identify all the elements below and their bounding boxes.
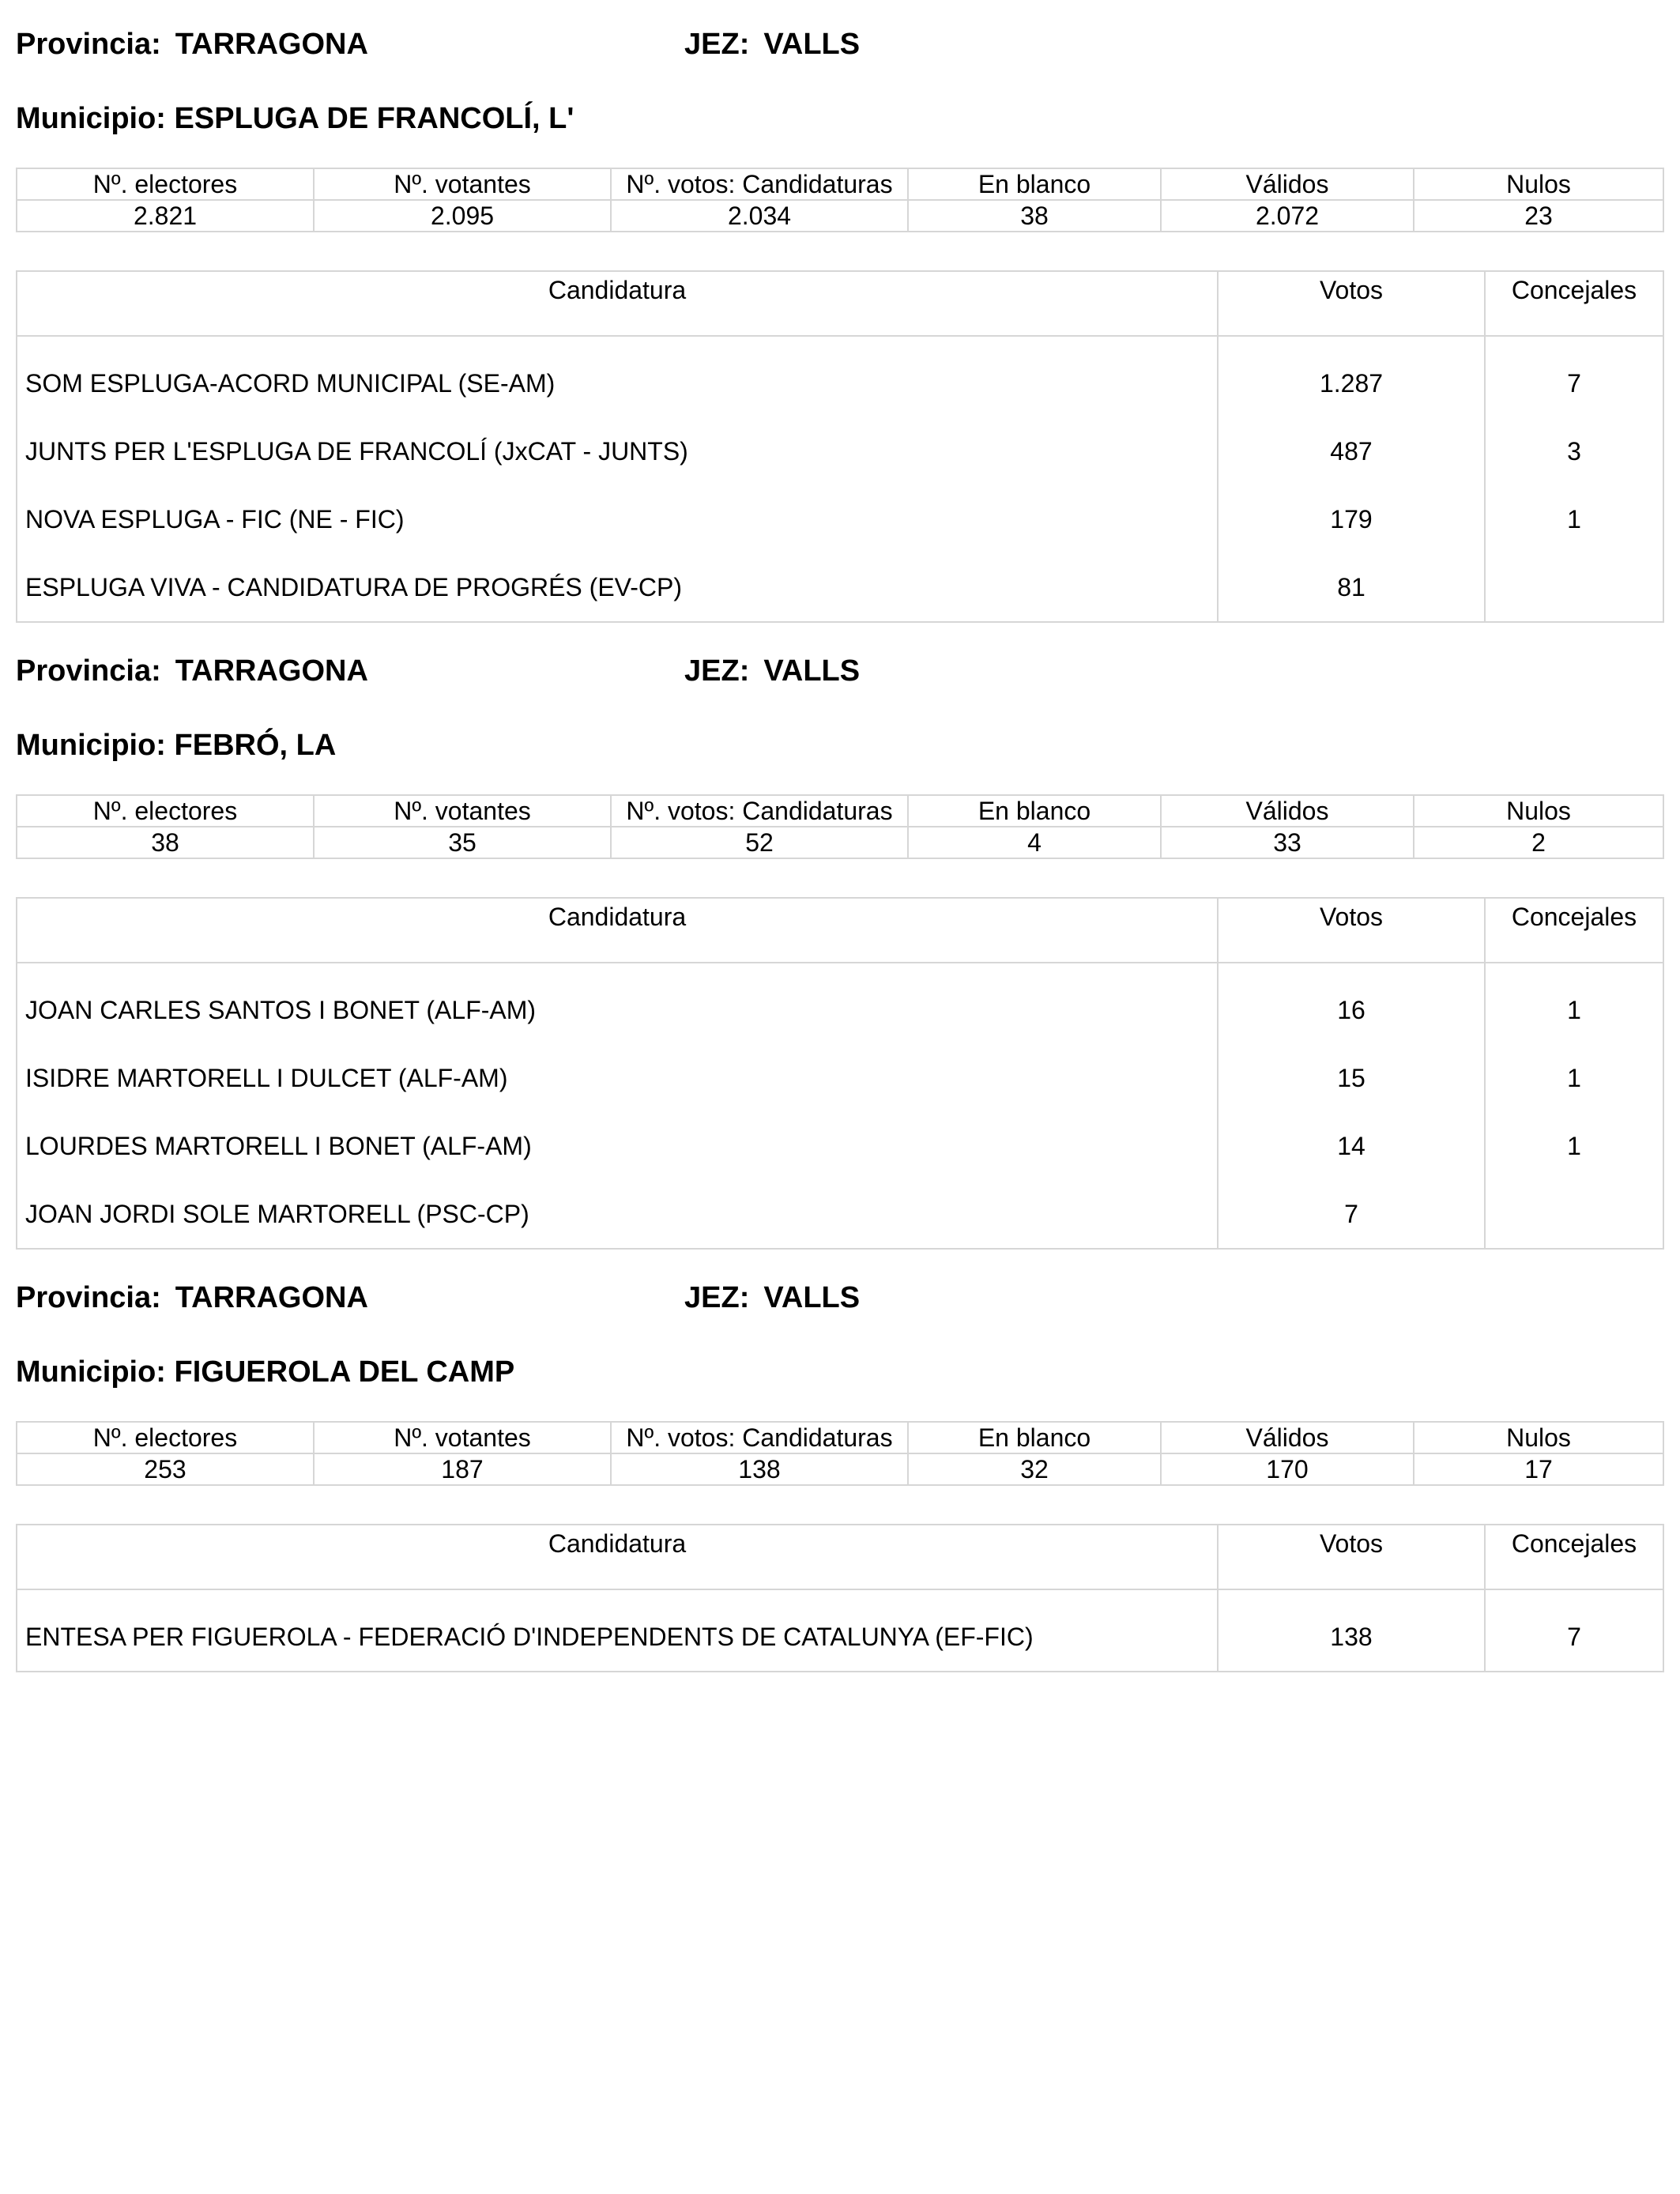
- summary-header-cell: Nº. votantes: [314, 168, 611, 200]
- candidate-votos: 179: [1218, 485, 1485, 553]
- summary-header-row: [17, 1422, 1663, 1453]
- summary-value-cell: 35: [314, 827, 611, 858]
- municipality-section: [0, 627, 1680, 1227]
- summary-header-cell: Nº. votantes: [314, 1422, 611, 1453]
- jez-header: [684, 654, 860, 688]
- jez-label: JEZ:: [684, 654, 750, 688]
- concejales-header: Concejales: [1485, 271, 1663, 336]
- candidate-row: [17, 417, 1663, 485]
- concejales-header: Concejales: [1485, 1525, 1663, 1589]
- provincia-header: [16, 27, 368, 62]
- summary-value-cell: 170: [1161, 1453, 1414, 1485]
- candidates-table: [16, 897, 1664, 1250]
- municipio-header: [16, 101, 574, 136]
- summary-header-cell: Nº. votos: Candidaturas: [611, 168, 908, 200]
- candidate-votos: 14: [1218, 1112, 1485, 1180]
- candidate-concejales: [1485, 553, 1663, 622]
- provincia-header: [16, 654, 368, 688]
- summary-table: [16, 168, 1664, 232]
- summary-header-cell: Nulos: [1414, 795, 1663, 827]
- summary-value-cell: 2.095: [314, 200, 611, 232]
- summary-header-cell: Nº. votos: Candidaturas: [611, 1422, 908, 1453]
- summary-header-cell: Nulos: [1414, 168, 1663, 200]
- candidatura-header: Candidatura: [17, 898, 1218, 963]
- municipio-header: [16, 1355, 514, 1389]
- summary-header-cell: Válidos: [1161, 795, 1414, 827]
- summary-header-cell: Válidos: [1161, 1422, 1414, 1453]
- candidate-name: ISIDRE MARTORELL I DULCET (ALF-AM): [17, 1044, 1218, 1112]
- summary-header-cell: Nº. votantes: [314, 795, 611, 827]
- candidate-name: ESPLUGA VIVA - CANDIDATURA DE PROGRÉS (EV-CP): [17, 553, 1218, 622]
- summary-header-row: [17, 795, 1663, 827]
- summary-value-cell: 2.821: [17, 200, 314, 232]
- candidate-name: LOURDES MARTORELL I BONET (ALF-AM): [17, 1112, 1218, 1180]
- jez-label: JEZ:: [684, 28, 750, 61]
- candidate-votos: 487: [1218, 417, 1485, 485]
- summary-value-cell: 17: [1414, 1453, 1663, 1485]
- jez-label: JEZ:: [684, 1281, 750, 1314]
- candidate-row: [17, 1589, 1663, 1672]
- municipio-value: FIGUEROLA DEL CAMP: [174, 1355, 515, 1389]
- municipio-value: FEBRÓ, LA: [174, 729, 337, 762]
- provincia-value: TARRAGONA: [175, 654, 368, 688]
- candidate-votos: 7: [1218, 1180, 1485, 1249]
- summary-header-cell: En blanco: [908, 795, 1161, 827]
- summary-header-cell: En blanco: [908, 1422, 1161, 1453]
- provincia-label: Provincia:: [16, 1281, 161, 1314]
- summary-table: [16, 1421, 1664, 1486]
- candidate-name: JOAN CARLES SANTOS I BONET (ALF-AM): [17, 963, 1218, 1044]
- candidate-concejales: 1: [1485, 1044, 1663, 1112]
- candidates-header-row: [17, 271, 1663, 336]
- candidate-votos: 1.287: [1218, 336, 1485, 417]
- candidate-votos: 138: [1218, 1589, 1485, 1672]
- summary-value-cell: 2.034: [611, 200, 908, 232]
- summary-table: [16, 794, 1664, 859]
- candidate-row: [17, 485, 1663, 553]
- provincia-value: TARRAGONA: [175, 1281, 368, 1314]
- summary-value-cell: 33: [1161, 827, 1414, 858]
- municipality-section: [0, 1253, 1680, 1854]
- summary-header-cell: Válidos: [1161, 168, 1414, 200]
- candidates-table: [16, 270, 1664, 623]
- summary-value-cell: 38: [17, 827, 314, 858]
- candidate-row: [17, 553, 1663, 622]
- summary-header-cell: Nº. electores: [17, 795, 314, 827]
- votos-header: Votos: [1218, 1525, 1485, 1589]
- candidate-concejales: 7: [1485, 336, 1663, 417]
- candidate-votos: 16: [1218, 963, 1485, 1044]
- candidate-votos: 81: [1218, 553, 1485, 622]
- jez-value: VALLS: [763, 1281, 861, 1314]
- summary-value-cell: 38: [908, 200, 1161, 232]
- jez-value: VALLS: [763, 654, 861, 688]
- candidates-header-row: [17, 1525, 1663, 1589]
- candidate-concejales: [1485, 1180, 1663, 1249]
- provincia-value: TARRAGONA: [175, 28, 368, 61]
- summary-value-cell: 23: [1414, 200, 1663, 232]
- summary-value-cell: 32: [908, 1453, 1161, 1485]
- municipio-label: Municipio:: [16, 729, 166, 762]
- jez-header: [684, 27, 860, 62]
- votos-header: Votos: [1218, 898, 1485, 963]
- candidate-name: SOM ESPLUGA-ACORD MUNICIPAL (SE-AM): [17, 336, 1218, 417]
- summary-value-cell: 187: [314, 1453, 611, 1485]
- municipio-header: [16, 728, 336, 763]
- jez-value: VALLS: [763, 28, 861, 61]
- candidate-row: [17, 1112, 1663, 1180]
- candidate-row: [17, 1044, 1663, 1112]
- municipio-value: ESPLUGA DE FRANCOLÍ, L': [174, 102, 574, 135]
- candidate-row: [17, 963, 1663, 1044]
- candidate-concejales: 1: [1485, 963, 1663, 1044]
- candidate-concejales: 1: [1485, 1112, 1663, 1180]
- summary-value-cell: 253: [17, 1453, 314, 1485]
- candidate-concejales: 3: [1485, 417, 1663, 485]
- candidate-votos: 15: [1218, 1044, 1485, 1112]
- summary-header-cell: En blanco: [908, 168, 1161, 200]
- candidate-name: JUNTS PER L'ESPLUGA DE FRANCOLÍ (JxCAT - JUNTS): [17, 417, 1218, 485]
- summary-value-cell: 4: [908, 827, 1161, 858]
- votos-header: Votos: [1218, 271, 1485, 336]
- candidate-concejales: 1: [1485, 485, 1663, 553]
- summary-value-cell: 2.072: [1161, 200, 1414, 232]
- candidatura-header: Candidatura: [17, 271, 1218, 336]
- summary-header-row: [17, 168, 1663, 200]
- candidate-concejales: 7: [1485, 1589, 1663, 1672]
- summary-value-cell: 2: [1414, 827, 1663, 858]
- summary-header-cell: Nº. electores: [17, 1422, 314, 1453]
- candidatura-header: Candidatura: [17, 1525, 1218, 1589]
- summary-value-row: [17, 827, 1663, 858]
- summary-value-cell: 52: [611, 827, 908, 858]
- municipio-label: Municipio:: [16, 1355, 166, 1389]
- municipality-section: [0, 0, 1680, 601]
- municipio-label: Municipio:: [16, 102, 166, 135]
- summary-value-row: [17, 200, 1663, 232]
- provincia-label: Provincia:: [16, 28, 161, 61]
- candidate-name: ENTESA PER FIGUEROLA - FEDERACIÓ D'INDEPENDENTS DE CATALUNYA (EF-FIC): [17, 1589, 1218, 1672]
- candidates-table: [16, 1524, 1664, 1672]
- summary-header-cell: Nulos: [1414, 1422, 1663, 1453]
- candidates-header-row: [17, 898, 1663, 963]
- jez-header: [684, 1280, 860, 1315]
- candidate-row: [17, 1180, 1663, 1249]
- provincia-header: [16, 1280, 368, 1315]
- provincia-label: Provincia:: [16, 654, 161, 688]
- candidate-row: [17, 336, 1663, 417]
- concejales-header: Concejales: [1485, 898, 1663, 963]
- summary-header-cell: Nº. electores: [17, 168, 314, 200]
- candidate-name: JOAN JORDI SOLE MARTORELL (PSC-CP): [17, 1180, 1218, 1249]
- summary-header-cell: Nº. votos: Candidaturas: [611, 795, 908, 827]
- candidate-name: NOVA ESPLUGA - FIC (NE - FIC): [17, 485, 1218, 553]
- summary-value-row: [17, 1453, 1663, 1485]
- summary-value-cell: 138: [611, 1453, 908, 1485]
